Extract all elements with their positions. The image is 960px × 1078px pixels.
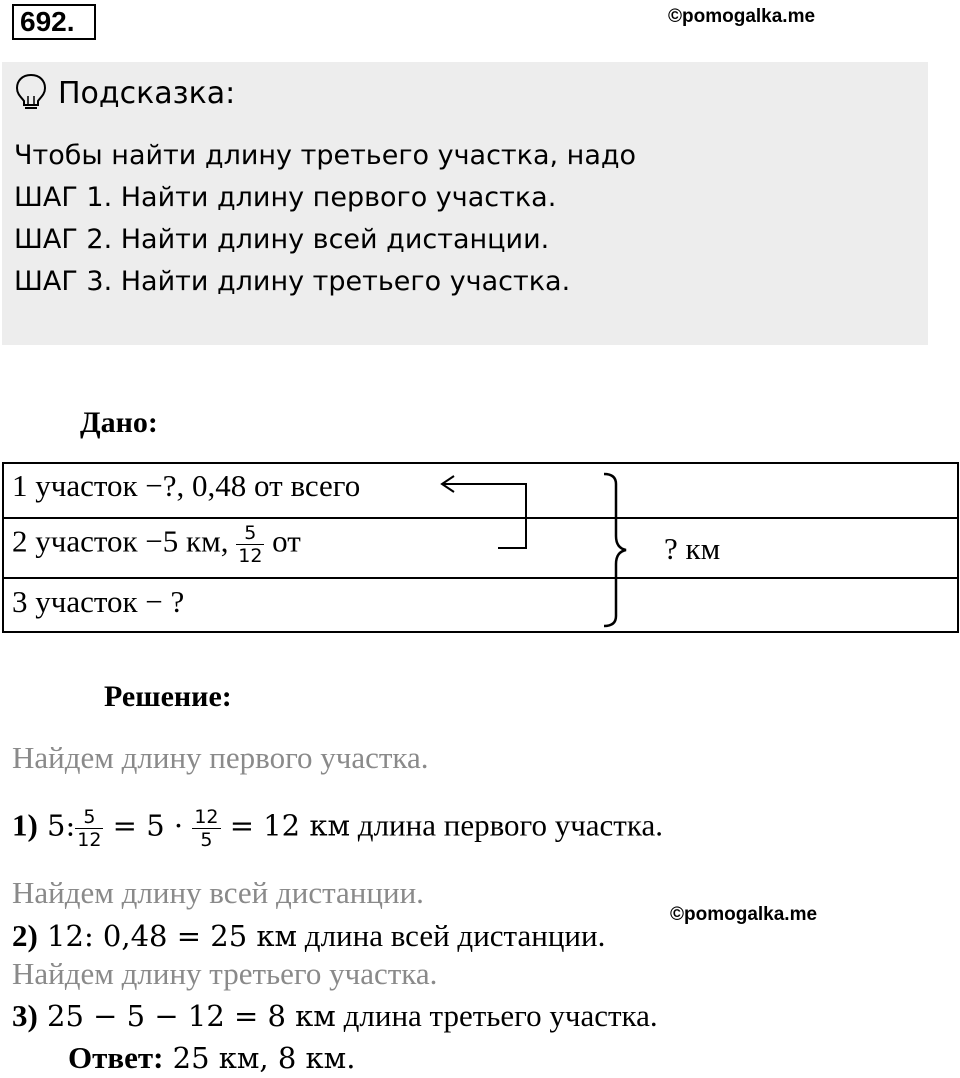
arrow-connector xyxy=(430,470,540,560)
hint-intro: Чтобы найти длину третьего участка, надо xyxy=(14,140,637,171)
problem-number: 692. xyxy=(12,4,96,40)
watermark-top: ©pomogalka.me xyxy=(668,6,816,27)
given-title: Дано: xyxy=(80,406,158,439)
hint-step-text: Найти длину третьего участка. xyxy=(112,266,571,297)
step-3-expr: 25 − 5 − 12 = 8 км xyxy=(37,999,336,1033)
step-1-note: Найдем длину первого участка. xyxy=(12,740,429,775)
step-1-c: = 12 км xyxy=(220,808,351,843)
step-1-text: длина первого участка. xyxy=(350,807,663,843)
step-2-text: длина всей дистанции. xyxy=(297,918,606,953)
row-2-tail: от xyxy=(264,523,301,559)
hint-step-label: ШАГ 2. xyxy=(14,224,113,255)
hint-step-2 xyxy=(14,224,549,255)
fraction-numerator: 5 xyxy=(236,522,264,545)
step-number: 1) xyxy=(12,807,38,843)
fraction xyxy=(75,806,103,851)
solution-step-3 xyxy=(12,998,658,1034)
fraction-numerator: 5 xyxy=(75,806,103,829)
step-number: 3) xyxy=(12,998,38,1033)
fraction xyxy=(192,806,220,851)
brace-icon xyxy=(598,470,634,630)
answer xyxy=(68,1040,355,1076)
hint-step-label: ШАГ 3. xyxy=(14,266,113,297)
fraction-denominator: 12 xyxy=(238,545,263,567)
fraction-denominator: 12 xyxy=(77,829,102,851)
solution-step-2 xyxy=(12,918,605,954)
step-1-a: 5: xyxy=(37,808,76,843)
fraction-numerator: 12 xyxy=(194,806,219,828)
solution-step-1 xyxy=(12,806,663,851)
answer-label: Ответ: xyxy=(68,1040,164,1075)
given-total: ? км xyxy=(664,531,721,566)
hint-step-label: ШАГ 1. xyxy=(14,182,113,213)
lightbulb-icon xyxy=(14,72,48,112)
solution-title: Решение: xyxy=(104,680,232,713)
table-divider xyxy=(2,577,959,579)
given-row-3: 3 участок − ? xyxy=(12,584,185,619)
step-3-text: длина третьего участка. xyxy=(335,998,658,1033)
step-1-b: = 5 · xyxy=(103,808,193,843)
fraction-denominator: 5 xyxy=(200,829,213,851)
hint-step-3 xyxy=(14,266,570,297)
step-number: 2) xyxy=(12,918,38,953)
step-3-note: Найдем длину третьего участка. xyxy=(12,956,438,991)
hint-step-text: Найти длину всей дистанции. xyxy=(112,224,550,255)
watermark-bottom: ©pomogalka.me xyxy=(670,904,818,925)
given-row-1: 1 участок −?, 0,48 от всего xyxy=(12,468,361,503)
hint-step-1 xyxy=(14,182,556,213)
given-row-2 xyxy=(12,522,301,567)
step-2-note: Найдем длину всей дистанции. xyxy=(12,875,424,910)
hint-title: Подсказка: xyxy=(58,76,236,111)
row-2-text: 2 участок −5 км, xyxy=(12,523,237,559)
answer-value: 25 км, 8 км. xyxy=(163,1041,356,1075)
hint-step-text: Найти длину первого участка. xyxy=(112,182,557,213)
step-2-expr: 12: 0,48 = 25 км xyxy=(37,919,298,953)
fraction xyxy=(236,522,264,567)
